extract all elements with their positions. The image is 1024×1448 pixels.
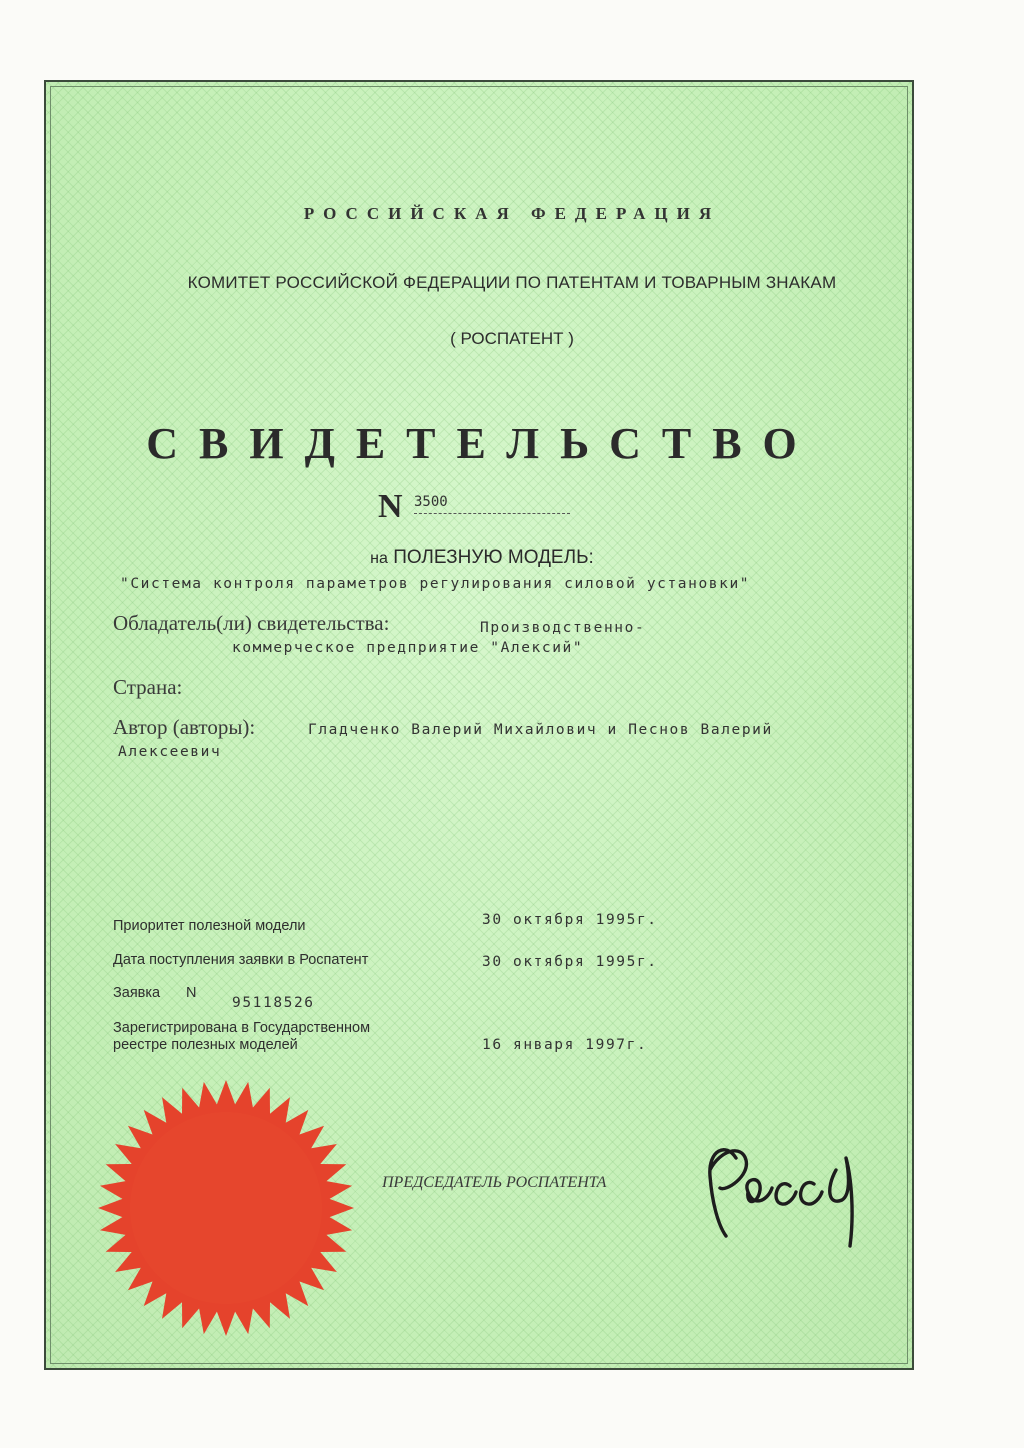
holder-value-line2: коммерческое предприятие "Алексий" bbox=[232, 640, 584, 656]
chairman-label: ПРЕДСЕДАТЕЛЬ РОСПАТЕНТА bbox=[382, 1174, 607, 1191]
committee-heading: КОМИТЕТ РОССИЙСКОЙ ФЕДЕРАЦИИ ПО ПАТЕНТАМ И ТОВАРНЫМ ЗНАКАМ bbox=[187, 273, 837, 292]
priority-label: Приоритет полезной модели bbox=[113, 918, 306, 934]
registration-label-line2: реестре полезных моделей bbox=[113, 1037, 298, 1053]
priority-value: 30 октября 1995г. bbox=[482, 912, 658, 928]
number-sign: N bbox=[378, 488, 403, 525]
author-value-line2: Алексеевич bbox=[118, 744, 222, 760]
rospatent-abbreviation: ( РОСПАТЕНТ ) bbox=[450, 329, 574, 348]
application-number-sign: N bbox=[186, 985, 197, 1001]
registration-label-line1: Зарегистрирована в Государственном bbox=[113, 1020, 371, 1036]
type-name: ПОЛЕЗНУЮ МОДЕЛЬ: bbox=[393, 547, 594, 568]
author-value-line1: Гладченко Валерий Михайлович и Песнов Валерий bbox=[308, 722, 773, 738]
handwritten-signature-icon bbox=[696, 1130, 866, 1250]
application-number: 95118526 bbox=[232, 995, 315, 1011]
certificate-type bbox=[0, 547, 964, 569]
holder-value-line1: Производственно- bbox=[480, 620, 646, 636]
filing-date-value: 30 октября 1995г. bbox=[482, 954, 658, 970]
seal-center bbox=[130, 1112, 322, 1304]
model-name: "Система контроля параметров регулирования силовой установки" bbox=[120, 576, 751, 592]
certificate-title: СВИДЕТЕЛЬСТВО bbox=[146, 419, 818, 468]
registration-date: 16 января 1997г. bbox=[482, 1037, 648, 1053]
country-label: Страна: bbox=[113, 675, 183, 699]
red-wax-seal-icon bbox=[94, 1075, 358, 1341]
country-heading: РОССИЙСКАЯ ФЕДЕРАЦИЯ bbox=[303, 204, 721, 223]
author-label: Автор (авторы): bbox=[113, 715, 256, 739]
type-prefix: на bbox=[370, 550, 388, 567]
holder-label: Обладатель(ли) свидетельства: bbox=[113, 611, 390, 635]
application-label: Заявка bbox=[113, 985, 161, 1001]
filing-date-label: Дата поступления заявки в Роспатент bbox=[113, 952, 369, 968]
certificate-number: 3500 bbox=[414, 494, 570, 514]
registration-label bbox=[113, 1020, 370, 1054]
